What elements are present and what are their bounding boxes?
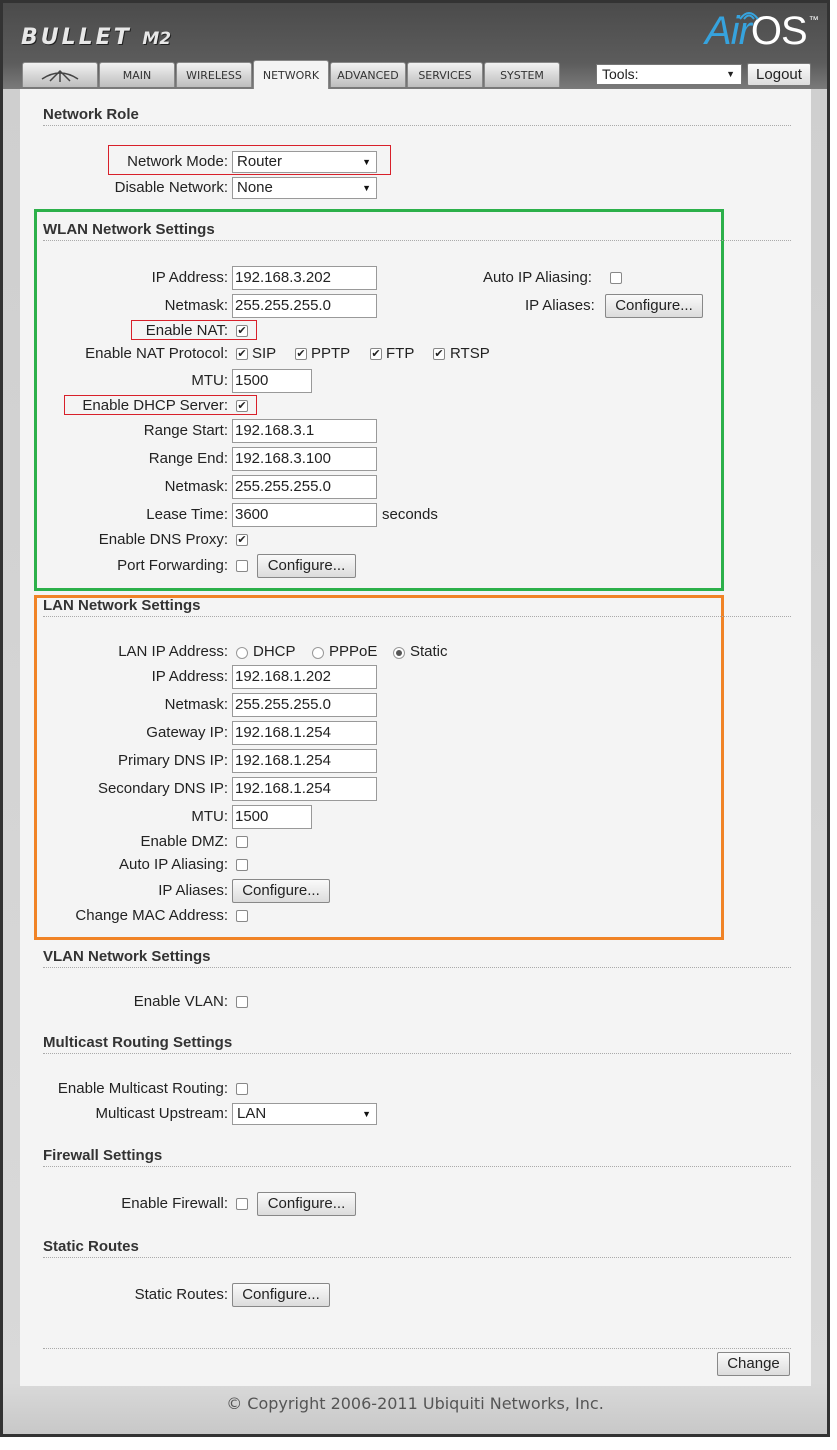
port-forwarding-checkbox[interactable] bbox=[236, 560, 248, 572]
lease-time-label: Lease Time: bbox=[146, 506, 228, 523]
lan-mode-pppoe-radio[interactable] bbox=[312, 647, 324, 659]
lan-mode-static-radio[interactable] bbox=[393, 647, 405, 659]
dhcp-netmask-input[interactable]: 255.255.255.0 bbox=[232, 475, 377, 499]
secondary-dns-input[interactable]: 192.168.1.254 bbox=[232, 777, 377, 801]
change-mac-checkbox[interactable] bbox=[236, 910, 248, 922]
wlan-netmask-label: Netmask: bbox=[164, 297, 228, 314]
tools-label: Tools: bbox=[602, 66, 639, 82]
enable-firewall-label: Enable Firewall: bbox=[121, 1195, 228, 1212]
product-name: BULLET bbox=[21, 25, 132, 50]
network-mode-label: Network Mode: bbox=[127, 153, 228, 170]
primary-dns-label: Primary DNS IP: bbox=[117, 752, 228, 769]
tab-ubnt-logo[interactable] bbox=[22, 62, 98, 87]
divider bbox=[43, 1348, 791, 1349]
product-model: M2 bbox=[142, 29, 172, 49]
tools-dropdown[interactable] bbox=[596, 64, 742, 85]
enable-dhcp-label: Enable DHCP Server: bbox=[82, 397, 228, 414]
airos-os: OS bbox=[750, 9, 807, 53]
lan-mtu-label: MTU: bbox=[191, 808, 228, 825]
enable-dmz-checkbox[interactable] bbox=[236, 836, 248, 848]
divider bbox=[43, 616, 791, 617]
network-settings-panel bbox=[20, 89, 811, 1386]
divider bbox=[43, 967, 791, 968]
dns-proxy-label: Enable DNS Proxy: bbox=[98, 531, 228, 548]
divider bbox=[43, 240, 791, 241]
nat-sip-checkbox[interactable]: ✔ bbox=[237, 348, 247, 360]
airos-air: Air bbox=[705, 9, 751, 53]
port-forwarding-configure-button[interactable]: Configure... bbox=[257, 554, 356, 578]
airos-logo bbox=[705, 9, 816, 54]
lan-mode-pppoe-label: PPPoE bbox=[329, 643, 378, 660]
wlan-auto-alias-checkbox[interactable] bbox=[610, 272, 622, 284]
nat-rtsp-label: RTSP bbox=[450, 345, 490, 362]
divider bbox=[43, 1257, 791, 1258]
wlan-ip-aliases-configure-button[interactable]: Configure... bbox=[605, 294, 703, 318]
lan-ip-aliases-configure-button[interactable]: Configure... bbox=[232, 879, 330, 903]
gateway-ip-label: Gateway IP: bbox=[146, 724, 228, 741]
chevron-down-icon: ▼ bbox=[362, 1109, 371, 1119]
tab-network[interactable]: NETWORK bbox=[253, 60, 329, 89]
nat-ftp-checkbox[interactable]: ✔ bbox=[371, 348, 381, 360]
wlan-auto-alias-label: Auto IP Aliasing: bbox=[483, 269, 592, 286]
wlan-ip-input[interactable]: 192.168.3.202 bbox=[232, 266, 377, 290]
ubiquiti-logo-icon bbox=[40, 69, 80, 83]
lan-ip-label: IP Address: bbox=[151, 668, 228, 685]
range-end-input[interactable]: 192.168.3.100 bbox=[232, 447, 377, 471]
trademark: ™ bbox=[808, 15, 818, 26]
lease-time-input[interactable]: 3600 bbox=[232, 503, 377, 527]
section-title-static-routes: Static Routes bbox=[43, 1238, 139, 1255]
lan-auto-alias-checkbox[interactable] bbox=[236, 859, 248, 871]
divider bbox=[43, 1053, 791, 1054]
gateway-ip-input[interactable]: 192.168.1.254 bbox=[232, 721, 377, 745]
lan-netmask-label: Netmask: bbox=[164, 696, 228, 713]
network-mode-select[interactable] bbox=[232, 151, 377, 173]
nat-rtsp-checkbox[interactable]: ✔ bbox=[434, 348, 444, 360]
wlan-netmask-input[interactable]: 255.255.255.0 bbox=[232, 294, 377, 318]
enable-dhcp-checkbox[interactable]: ✔ bbox=[237, 400, 247, 412]
wlan-ip-label: IP Address: bbox=[151, 269, 228, 286]
nat-protocol-label: Enable NAT Protocol: bbox=[85, 345, 228, 362]
lan-ip-aliases-label: IP Aliases: bbox=[158, 882, 228, 899]
tab-services[interactable]: SERVICES bbox=[407, 62, 483, 87]
multicast-upstream-select[interactable] bbox=[232, 1103, 377, 1125]
lan-netmask-input[interactable]: 255.255.255.0 bbox=[232, 693, 377, 717]
enable-vlan-label: Enable VLAN: bbox=[133, 993, 228, 1010]
divider bbox=[43, 125, 791, 126]
section-title-network-role: Network Role bbox=[43, 106, 139, 123]
tab-advanced[interactable]: ADVANCED bbox=[330, 62, 406, 87]
lan-mode-static-label: Static bbox=[410, 643, 448, 660]
product-logo bbox=[21, 25, 171, 50]
lan-mtu-input[interactable]: 1500 bbox=[232, 805, 312, 829]
lan-auto-alias-label: Auto IP Aliasing: bbox=[119, 856, 228, 873]
secondary-dns-label: Secondary DNS IP: bbox=[97, 780, 228, 797]
range-start-label: Range Start: bbox=[143, 422, 228, 439]
wlan-mtu-label: MTU: bbox=[191, 372, 228, 389]
change-mac-label: Change MAC Address: bbox=[75, 907, 228, 924]
enable-nat-checkbox[interactable]: ✔ bbox=[237, 325, 247, 337]
nat-pptp-label: PPTP bbox=[311, 345, 351, 362]
section-title-multicast: Multicast Routing Settings bbox=[43, 1034, 233, 1051]
section-title-firewall: Firewall Settings bbox=[43, 1147, 163, 1164]
header bbox=[3, 3, 827, 89]
dhcp-netmask-label: Netmask: bbox=[164, 478, 228, 495]
wifi-arc-icon bbox=[737, 7, 761, 21]
port-forwarding-label: Port Forwarding: bbox=[117, 557, 228, 574]
section-title-lan: LAN Network Settings bbox=[43, 597, 201, 614]
enable-dmz-label: Enable DMZ: bbox=[140, 833, 228, 850]
tab-main[interactable]: MAIN bbox=[99, 62, 175, 87]
change-button[interactable]: Change bbox=[717, 1352, 790, 1376]
lan-ip-mode-label: LAN IP Address: bbox=[118, 643, 228, 660]
enable-multicast-label: Enable Multicast Routing: bbox=[57, 1080, 228, 1097]
static-routes-label: Static Routes: bbox=[134, 1286, 228, 1303]
nat-ftp-label: FTP bbox=[386, 345, 415, 362]
section-title-wlan: WLAN Network Settings bbox=[43, 221, 215, 238]
lan-mode-dhcp-label: DHCP bbox=[253, 643, 296, 660]
logout-button[interactable]: Logout bbox=[747, 63, 811, 86]
lease-time-unit: seconds bbox=[382, 506, 438, 523]
chevron-down-icon: ▼ bbox=[362, 157, 371, 167]
range-end-label: Range End: bbox=[148, 450, 228, 467]
wlan-mtu-input[interactable]: 1500 bbox=[232, 369, 312, 393]
copyright-footer: © Copyright 2006-2011 Ubiquiti Networks, Inc. bbox=[226, 1394, 604, 1413]
wlan-ip-aliases-label: IP Aliases: bbox=[525, 297, 595, 314]
primary-dns-input[interactable]: 192.168.1.254 bbox=[232, 749, 377, 773]
nat-pptp-checkbox[interactable]: ✔ bbox=[296, 348, 306, 360]
firewall-configure-button[interactable]: Configure... bbox=[257, 1192, 356, 1216]
multicast-upstream-value: LAN bbox=[237, 1105, 267, 1122]
tab-wireless[interactable]: WIRELESS bbox=[176, 62, 252, 87]
enable-nat-label: Enable NAT: bbox=[145, 322, 228, 339]
range-start-input[interactable]: 192.168.3.1 bbox=[232, 419, 377, 443]
nat-sip-label: SIP bbox=[252, 345, 277, 362]
tab-system[interactable]: SYSTEM bbox=[484, 62, 560, 87]
chevron-down-icon: ▼ bbox=[726, 69, 735, 79]
network-mode-value: Router bbox=[237, 153, 283, 170]
dns-proxy-checkbox[interactable]: ✔ bbox=[237, 534, 247, 546]
lan-mode-dhcp-radio[interactable] bbox=[236, 647, 248, 659]
divider bbox=[43, 1166, 791, 1167]
enable-multicast-checkbox[interactable] bbox=[236, 1083, 248, 1095]
static-routes-configure-button[interactable]: Configure... bbox=[232, 1283, 330, 1307]
disable-network-select[interactable] bbox=[232, 177, 377, 199]
section-title-vlan: VLAN Network Settings bbox=[43, 948, 211, 965]
disable-network-value: None bbox=[237, 179, 273, 196]
disable-network-label: Disable Network: bbox=[114, 179, 228, 196]
enable-firewall-checkbox[interactable] bbox=[236, 1198, 248, 1210]
multicast-upstream-label: Multicast Upstream: bbox=[95, 1105, 228, 1122]
chevron-down-icon: ▼ bbox=[362, 183, 371, 193]
lan-ip-input[interactable]: 192.168.1.202 bbox=[232, 665, 377, 689]
enable-vlan-checkbox[interactable] bbox=[236, 996, 248, 1008]
